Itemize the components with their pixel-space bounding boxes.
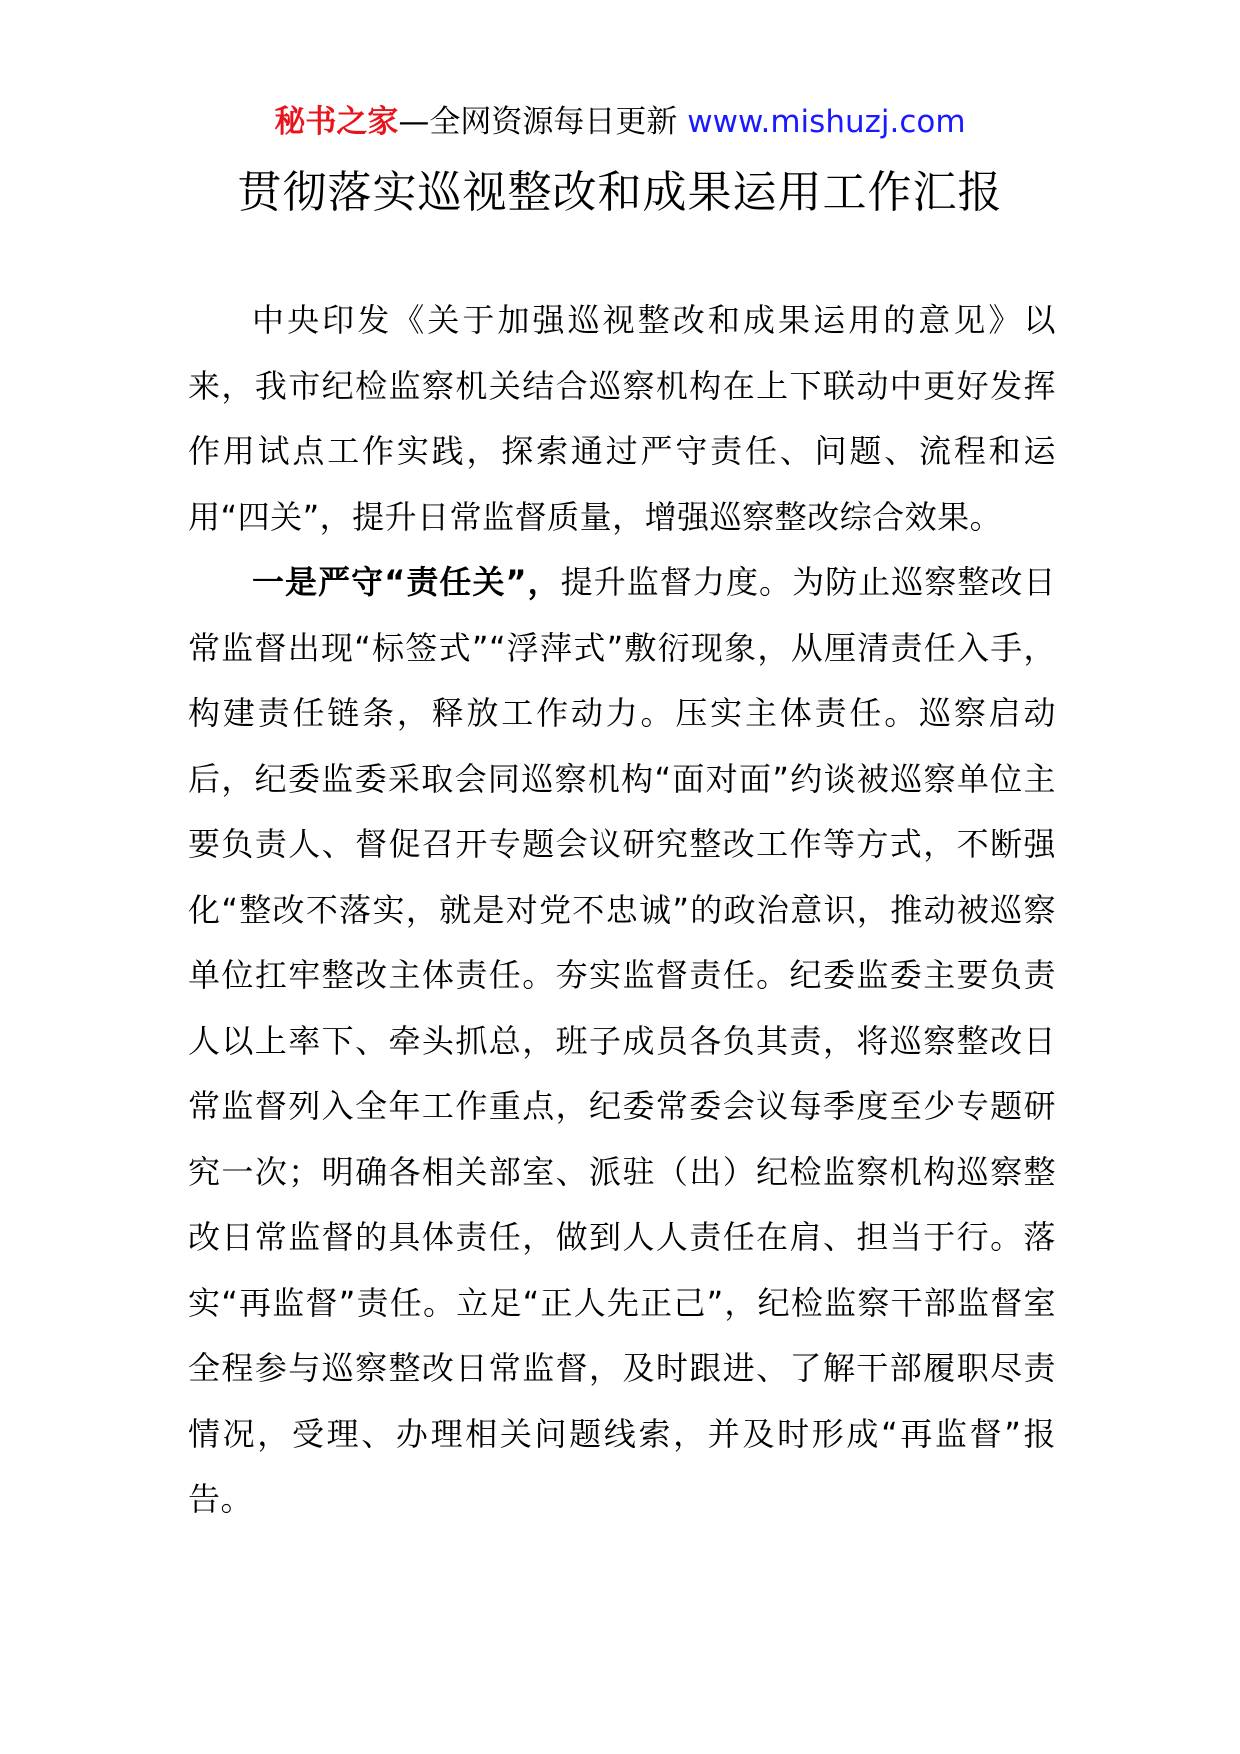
brand-name: 秘书之家	[274, 104, 399, 140]
site-header	[0, 100, 1240, 144]
header-slogan: —全网资源每日更新	[398, 104, 678, 140]
paragraph-responsibility	[188, 550, 1056, 1533]
paragraph-intro-text: 中央印发《关于加强巡视整改和成果运用的意见》以来，我市纪检监察机关结合巡察机构在上下联动中更好发挥作用试点工作实践，探索通过严守责任、问题、流程和运用“四关”，提升日常监督质量，增强巡察整改综合效果。	[188, 301, 1056, 536]
paragraph-responsibility-lead: 一是严守“责任关”，	[252, 563, 561, 601]
document-body	[188, 288, 1056, 1533]
paragraph-intro	[188, 288, 1056, 550]
site-url-link[interactable]: www.mishuzj.com	[687, 104, 966, 140]
document-title: 贯彻落实巡视整改和成果运用工作汇报	[237, 167, 1003, 218]
paragraph-responsibility-text: 提升监督力度。为防止巡察整改日常监督出现“标签式”“浮萍式”敷衍现象，从厘清责任入手，构建责任链条，释放工作动力。压实主体责任。巡察启动后，纪委监委采取会同巡察机构“面对面”约谈被巡察单位主要负责人、督促召开专题会议研究整改工作等方式，不断强化“整改不落实，就是对党不忠诚”的政治意识，推动被巡察单位扛牢整改主体责任。夯实监督责任。纪委监委主要负责人以上率下、牵头抓总，班子成员各负其责，将巡察整改日常监督列入全年工作重点，纪委常委会议每季度至少专题研究一次；明确各相关部室、派驻（出）纪检监察机构巡察整改日常监督的具体责任，做到人人责任在肩、担当于行。落实“再监督”责任。立足“正人先正己”，纪检监察干部监督室全程参与巡察整改日常监督，及时跟进、了解干部履职尽责情况，受理、办理相关问题线索，并及时形成“再监督”报告。	[188, 563, 1056, 1518]
